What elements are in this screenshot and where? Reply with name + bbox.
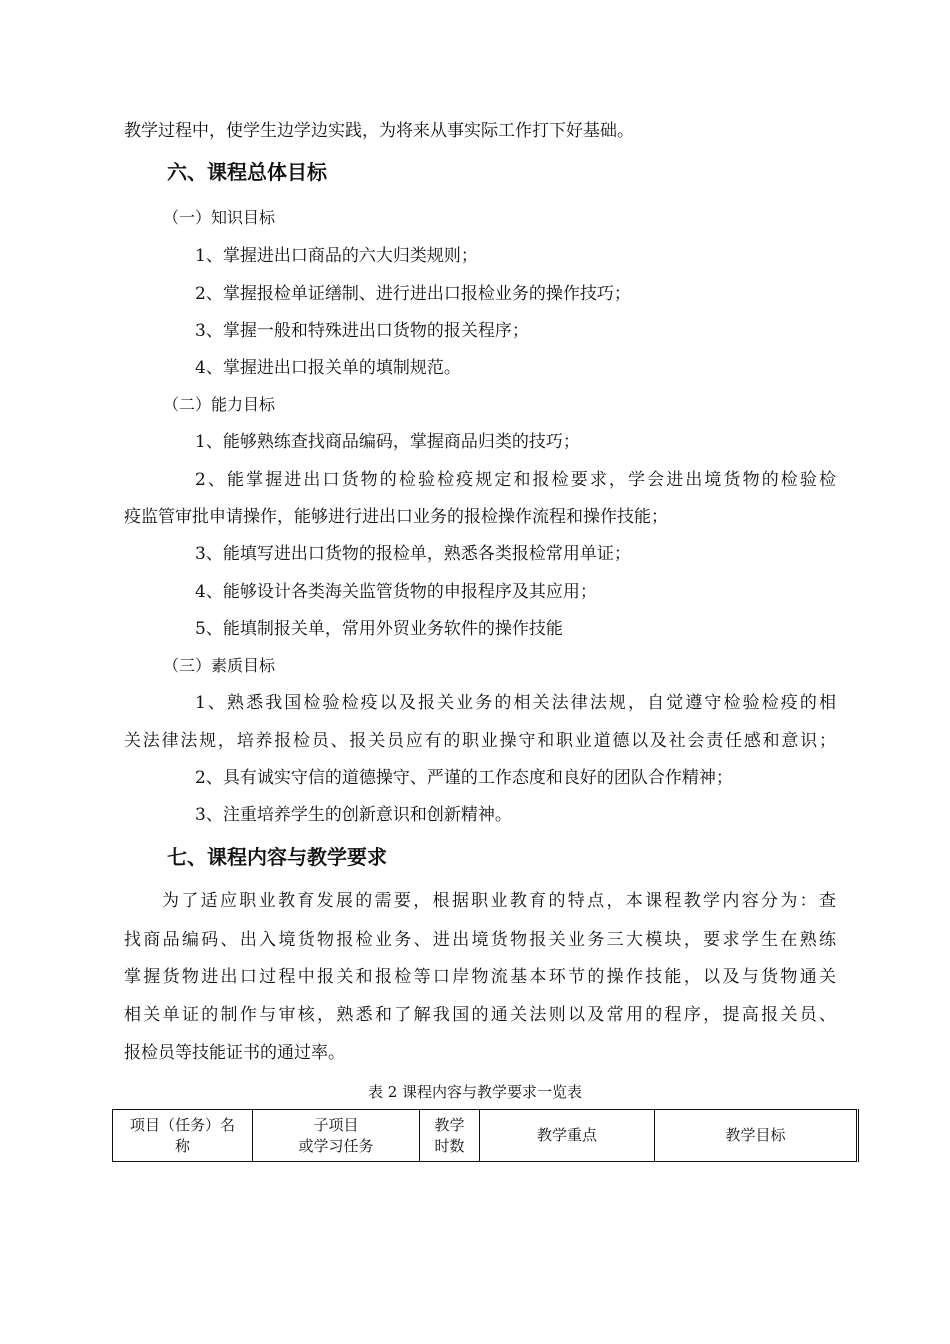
table-caption: 表 2 课程内容与教学要求一览表 [367, 1083, 583, 1101]
section-7-heading: 七、课程内容与教学要求 [167, 845, 387, 869]
knowledge-item: 4、掌握进出口报关单的填制规范。 [195, 358, 461, 378]
ability-item-continuation: 疫监管审批申请操作，能够进行进出口业务的报检操作流程和操作技能； [124, 507, 668, 527]
quality-goal-heading: （三）素质目标 [163, 656, 276, 675]
knowledge-item: 3、掌握一般和特殊进出口货物的报关程序； [195, 321, 529, 341]
quality-item: 2、具有诚实守信的道德操守、严谨的工作态度和良好的团队合作精神； [195, 768, 733, 788]
ability-item: 4、能够设计各类海关监管货物的申报程序及其应用； [195, 582, 597, 602]
header-teaching-goal: 教学目标 [655, 1110, 858, 1162]
section-7-paragraph-line: 相关单证的制作与审核，熟悉和了解我国的通关法则以及常用的程序，提高报关员、 [124, 1005, 836, 1025]
intro-tail-line: 教学过程中，使学生边学边实践，为将来从事实际工作打下好基础。 [124, 121, 634, 141]
ability-item: 2、能掌握进出口货物的检验检疫规定和报检要求，学会进出境货物的检验检 [195, 470, 836, 490]
header-teaching-hours: 教学 时数 [420, 1110, 480, 1162]
quality-item: 3、注重培养学生的创新意识和创新精神。 [195, 805, 512, 825]
header-teaching-focus: 教学重点 [480, 1110, 655, 1162]
course-content-table [112, 1109, 859, 1162]
section-7-paragraph-line: 找商品编码、出入境货物报检业务、进出境货物报关业务三大模块，要求学生在熟练 [124, 930, 836, 950]
quality-item-continuation: 关法律法规，培养报检员、报关员应有的职业操守和职业道德以及社会责任感和意识； [124, 731, 836, 751]
section-7-paragraph-line: 掌握货物进出口过程中报关和报检等口岸物流基本环节的操作技能，以及与货物通关 [124, 967, 836, 987]
knowledge-goal-heading: （一）知识目标 [163, 208, 276, 227]
ability-item: 3、能填写进出口货物的报检单，熟悉各类报检常用单证； [195, 544, 631, 564]
knowledge-item: 2、掌握报检单证缮制、进行进出口报检业务的操作技巧； [195, 284, 631, 304]
knowledge-item: 1、掌握进出口商品的六大归类规则； [195, 246, 478, 266]
ability-item: 5、能填制报关单，常用外贸业务软件的操作技能 [195, 619, 563, 639]
quality-item: 1、熟悉我国检验检疫以及报关业务的相关法律法规，自觉遵守检验检疫的相 [195, 693, 836, 713]
table-header-row [113, 1110, 858, 1162]
section-7-paragraph-line: 为了适应职业教育发展的需要，根据职业教育的特点，本课程教学内容分为：查 [162, 891, 836, 911]
header-subproject: 子项目 或学习任务 [253, 1110, 420, 1162]
section-6-heading: 六、课程总体目标 [167, 160, 327, 184]
section-7-paragraph-line: 报检员等技能证书的通过率。 [124, 1043, 345, 1063]
ability-item: 1、能够熟练查找商品编码，掌握商品归类的技巧； [195, 432, 580, 452]
header-project-name: 项目（任务）名 称 [113, 1110, 253, 1162]
ability-goal-heading: （二）能力目标 [163, 395, 276, 414]
